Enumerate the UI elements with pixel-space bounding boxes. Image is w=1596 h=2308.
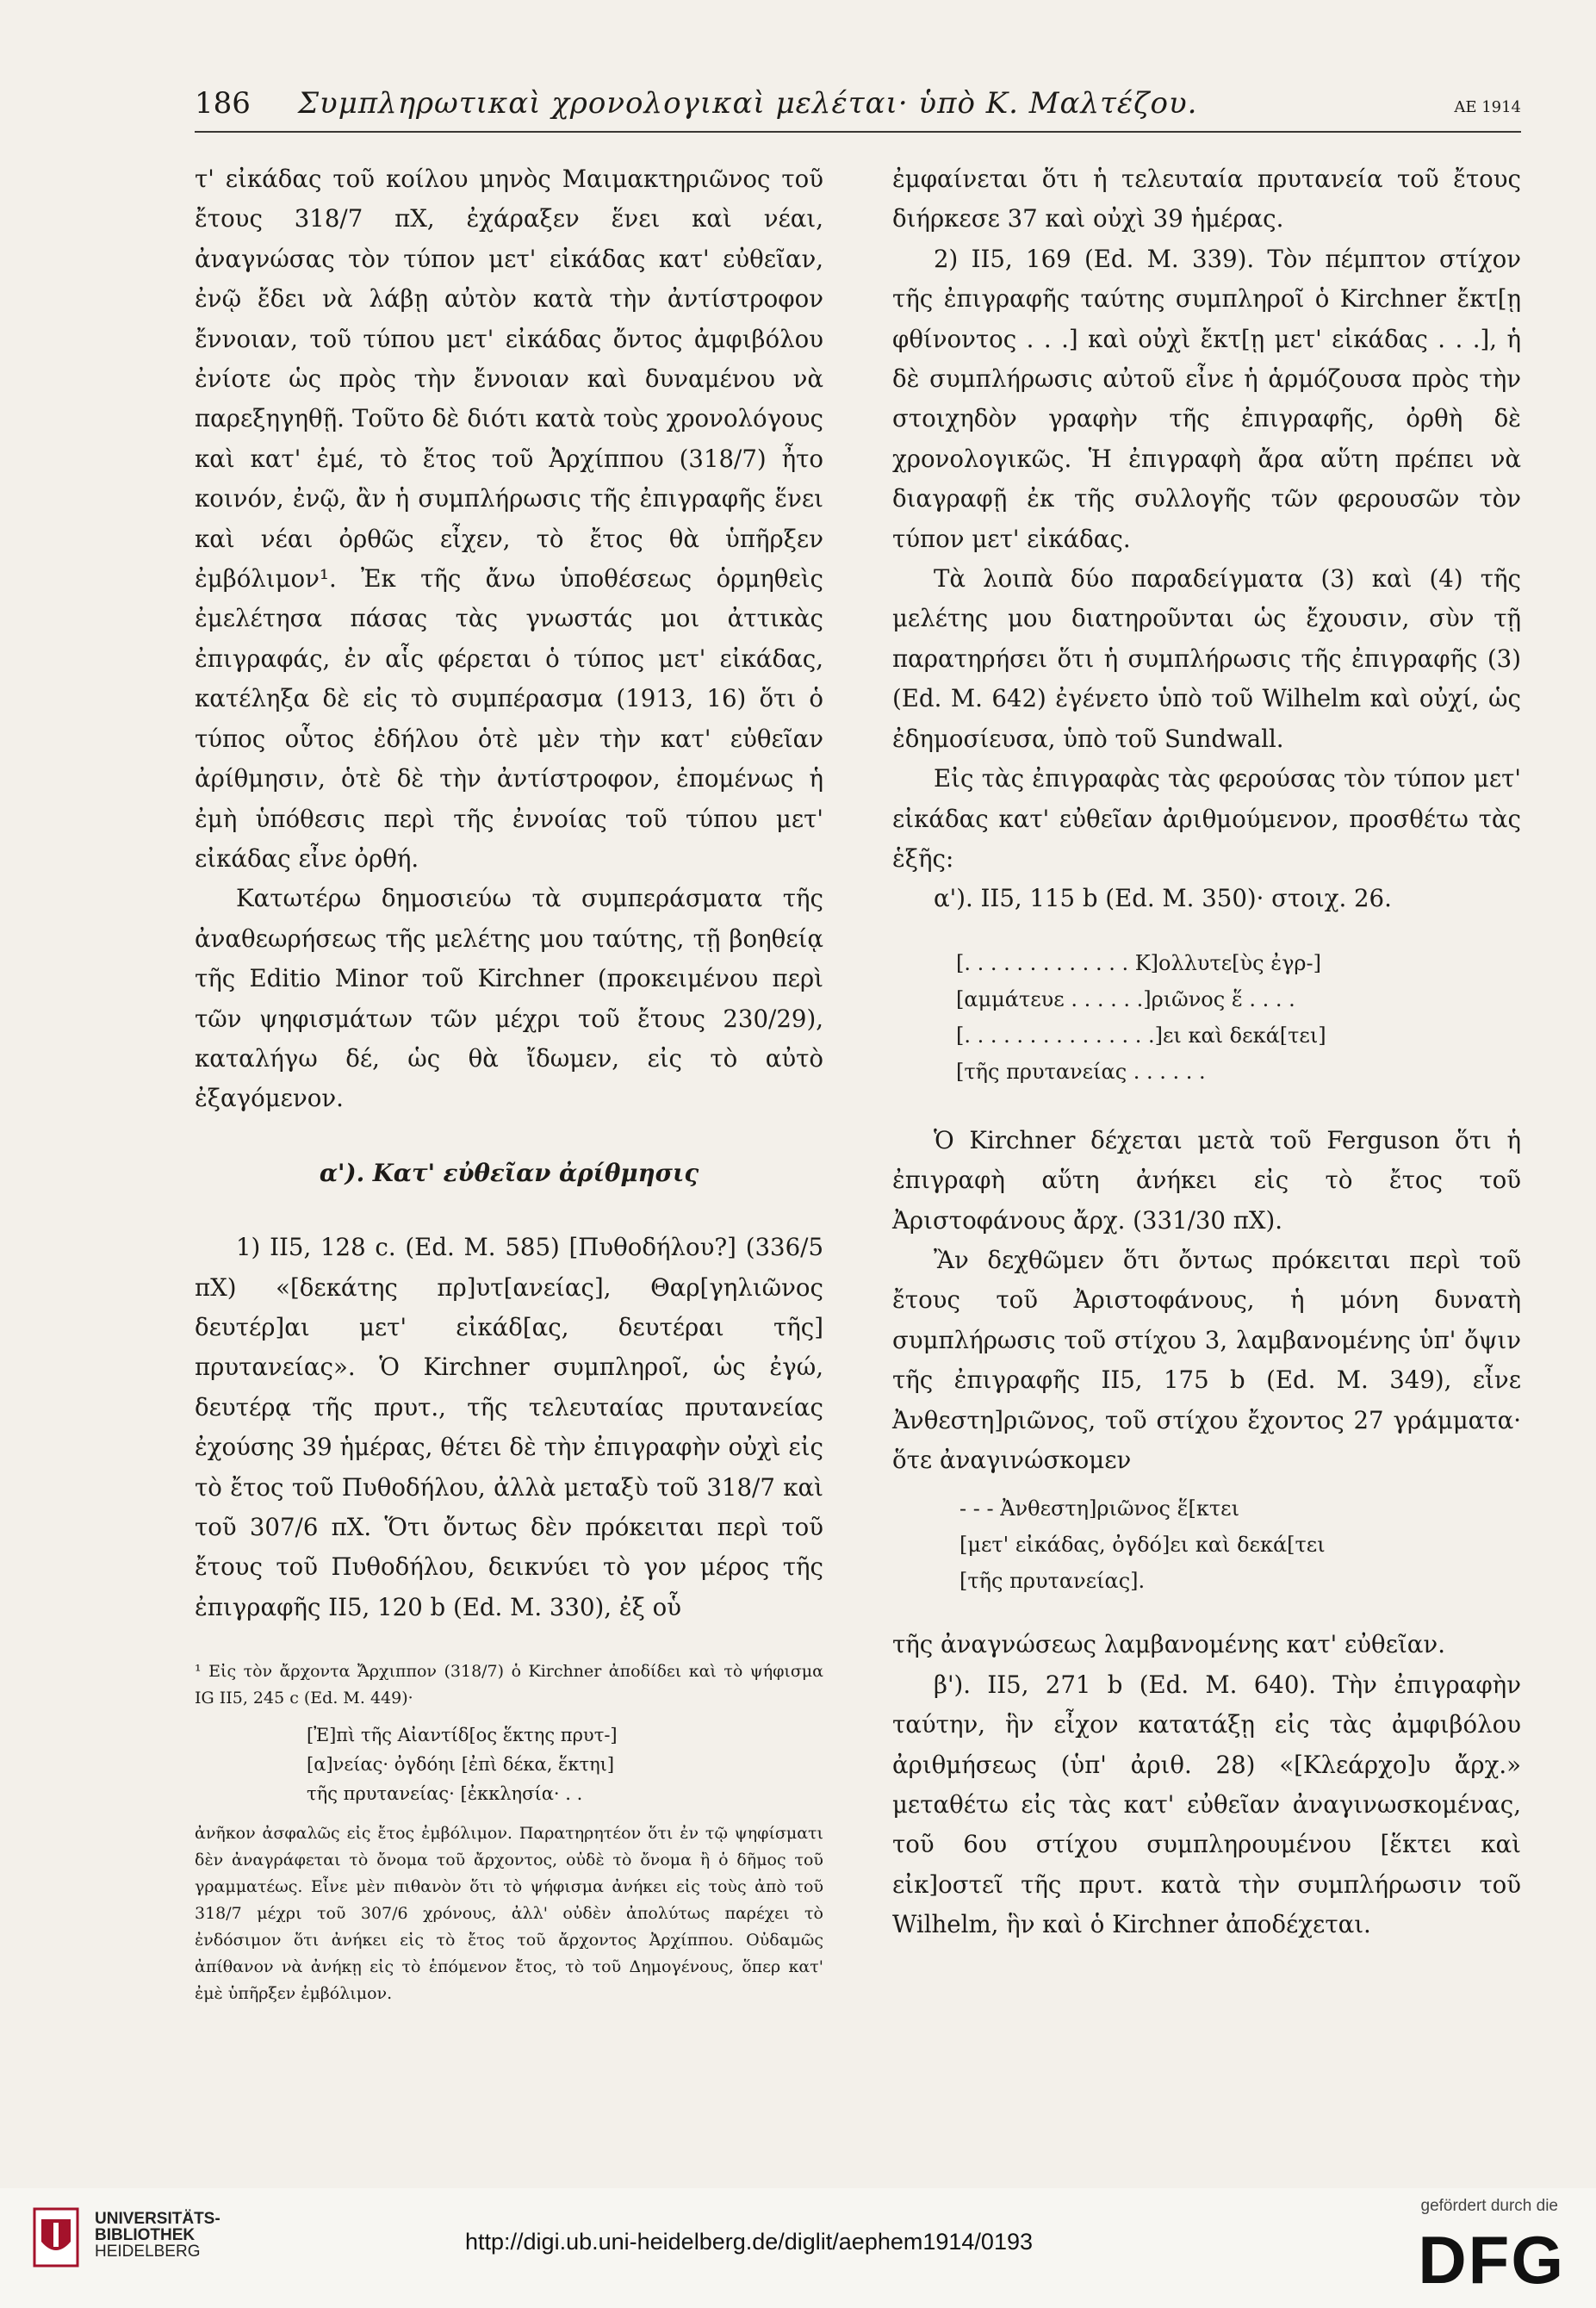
right-paragraph-1: ἐμφαίνεται ὅτι ἡ τελευταία πρυτανεία τοῦ ἔτους διήρκεσε 37 καὶ οὐχὶ 39 ἡμέρας. [892, 165, 1521, 233]
inscription-line: [τῆς πρυτανείας]. [959, 1569, 1146, 1594]
digitization-footer [0, 2188, 1596, 2308]
inscription-line: [. . . . . . . . . . . . . . .]ει καὶ δεκά[τει] [956, 1023, 1326, 1048]
footnote-text-1: ¹ Εἰς τὸν ἄρχοντα Ἄρχιππον (318/7) ὁ Kirchner ἀποδίδει καὶ τὸ ψήφισμα IG II5, 245 c (Ed. M. 449)· [195, 1662, 823, 1708]
right-paragraph-8: τῆς ἀναγνώσεως λαμβανομένης κατ' εὐθεῖαν. [892, 1630, 1445, 1659]
library-name [95, 2211, 220, 2260]
funding-note: gefördert durch die [1420, 2197, 1558, 2215]
right-paragraph-5: α'). II5, 115 b (Ed. M. 350)· στοιχ. 26. [934, 884, 1392, 913]
page-header [195, 86, 1521, 134]
inscription-line: [τῆς πρυτανείας . . . . . . [956, 1059, 1206, 1084]
university-seal-icon [33, 2207, 79, 2268]
inscription-line: [αμμάτευε . . . . . .]ριῶνος ἕ . . . . [956, 986, 1295, 1011]
source-url-link[interactable]: http://digi.ub.uni-heidelberg.de/diglit/aephem1914/0193 [465, 2229, 1033, 2255]
inscription-line: - - - Ἀνθεστη]ριῶνος ἕ[κτει [959, 1496, 1239, 1521]
left-column [195, 159, 823, 2007]
footnote-inscription-line: τῆς πρυτανείας· [ἐκκλησία· . . [307, 1783, 583, 1805]
footnote-separator [195, 1627, 823, 1658]
header-rule [195, 131, 1521, 133]
left-paragraph-1: τ' εἰκάδας τοῦ κοίλου μηνὸς Μαιμακτηριῶνος τοῦ ἔτους 318/7 πΧ, ἐχάραξεν ἕνει καὶ νέαι, ἀναγνώσας τὸν τύπον μετ' εἰκάδας κατ' εὐθεῖαν, ἐνῷ ἔδει νὰ λάβῃ αὐτὸν κατὰ τὴν ἀντίστροφον ἔννοιαν, τοῦ τύπου μετ' εἰκάδας ὄντος ἀμφιβόλου ἐνίοτε ὡς πρὸς τὴν ἔννοιαν καὶ δυναμένου νὰ παρεξηγηθῇ. Τοῦτο δὲ διότι κατὰ τοὺς χρονολόγους καὶ κατ' ἐμέ, τὸ ἔτος τοῦ Ἀρχίππου (318/7) ἦτο κοινόν, ἐνῷ, ἂν ἡ συμπλήρωσις τῆς ἐπιγραφῆς ἕνει καὶ νέαι ὀρθῶς εἶχεν, τὸ ἔτος θὰ ὑπῆρξεν ἐμβόλιμον¹. Ἐκ τῆς ἄνω ὑποθέσεως ὁρμηθεὶς ἐμελέτησα πάσας τὰς γνωστάς μοι ἀττικὰς ἐπιγραφάς, ἐν αἷς φέρεται ὁ τύπος μετ' εἰκάδας, κατέληξα δὲ εἰς τὸ συμπέρασμα (1913, 16) ὅτι ὁ τύπος οὗτος ἐδήλου ὁτὲ μὲν τὴν κατ' εὐθεῖαν ἀρίθμησιν, ὁτὲ δὲ τὴν ἀντίστροφον, ἐπομένως ἡ ἐμὴ ὑπόθεσις περὶ τῆς ἐννοίας τοῦ τύπου μετ' εἰκάδας εἶνε ὀρθή. [195, 165, 823, 873]
library-name-line: UNIVERSITÄTS- [95, 2210, 220, 2228]
section-subheading: α'). Κατ' εὐθεῖαν ἀρίθμησις [319, 1158, 699, 1187]
footnote-text-2: ἀνῆκον ἀσφαλῶς εἰς ἔτος ἐμβόλιμον. Παρατηρητέον ὅτι ἐν τῷ ψηφίσματι δὲν ἀναγράφεται τὸ ὄνομα τοῦ ἄρχοντος, οὐδὲ τὸ ὄνομα ἢ ὁ δῆμος τοῦ γραμματέως. Εἶνε μὲν πιθανὸν ὅτι τὸ ψήφισμα ἀνήκει εἰς τοὺς ἀπὸ τοῦ 318/7 μέχρι τοῦ 307/6 χρόνους, ἀλλ' οὐδὲν ἀπολύτως παρέχει τὸ ἐνδόσιμον ὅτι ἀνήκει εἰς τὸ ἔτος τοῦ ἄρχοντος Ἀρχίππου. Οὐδαμῶς ἀπίθανον νὰ ἀνήκῃ εἰς τὸ ἑπόμενον ἔτος, τὸ τοῦ Δημογένους, ὅπερ κατ' ἐμὲ ὑπῆρξεν ἐμβόλιμον. [195, 1824, 823, 2004]
journal-label: ΑΕ 1914 [1454, 98, 1521, 116]
footnote-inscription [307, 1720, 823, 1808]
right-paragraph-4: Εἰς τὰς ἐπιγραφὰς τὰς φερούσας τὸν τύπον μετ' εἰκάδας κατ' εὐθεῖαν ἀριθμούμενον, προσθέτω τὰς ἑξῆς: [892, 764, 1521, 873]
footnote-inscription-line: [α]νείας· ὀγδόηι [ἐπὶ δέκα, ἕκτηι] [307, 1754, 615, 1776]
inscription-block-2 [959, 1490, 1521, 1599]
right-paragraph-6: Ὁ Kirchner δέχεται μετὰ τοῦ Ferguson ὅτι ἡ ἐπιγραφὴ αὕτη ἀνήκει εἰς τὸ ἔτος τοῦ Ἀριστοφάνους ἄρχ. (331/30 πΧ). [892, 1125, 1521, 1235]
left-paragraph-3: 1) II5, 128 c. (Ed. M. 585) [Πυθοδήλου?] (336/5 πΧ) «[δεκάτης πρ]υτ[ανείας], Θαρ[γηλιῶνος δευτέρ]αι μετ' εἰκάδ[ας, δευτέραι τῆς] πρυτανείας». Ὁ Kirchner συμπληροῖ, ὡς ἐγώ, δευτέρᾳ τῆς πρυτ., τῆς τελευταίας πρυτανείας ἐχούσης 39 ἡμέρας, θέτει δὲ τὴν ἐπιγραφὴν οὐχὶ εἰς τὸ ἔτος τοῦ Πυθοδήλου, ἀλλὰ μεταξὺ τοῦ 318/7 καὶ τοῦ 307/6 πΧ. Ὅτι ὄντως δὲν πρόκειται περὶ τοῦ ἔτους τοῦ Πυθοδήλου, δεικνύει τὸ γον μέρος τῆς ἐπιγραφῆς II5, 120 b (Ed. M. 330), ἐξ οὗ [195, 1233, 823, 1621]
right-column [892, 159, 1521, 1945]
library-name-line: BIBLIOTHEK [95, 2226, 196, 2244]
footnote [195, 1658, 823, 2007]
left-paragraph-2: Κατωτέρω δημοσιεύω τὰ συμπεράσματα τῆς ἀναθεωρήσεως τῆς μελέτης μου ταύτης, τῇ βοηθείᾳ τῆς Editio Minor τοῦ Kirchner (προκειμένου περὶ τῶν ψηφισμάτων τῶν μέχρι τοῦ ἔτους 230/29), καταλήγω δέ, ὡς θὰ ἴδωμεν, εἰς τὸ αὐτὸ ἐξαγόμενον. [195, 884, 823, 1113]
library-name-line: HEIDELBERG [95, 2243, 201, 2261]
inscription-line: [μετ' εἰκάδας, ὀγδό]ει καὶ δεκά[τει [959, 1533, 1326, 1558]
right-paragraph-7: Ἂν δεχθῶμεν ὅτι ὄντως πρόκειται περὶ τοῦ ἔτους τοῦ Ἀριστοφάνους, ἡ μόνη δυνατὴ συμπλήρωσις τοῦ στίχου 3, λαμβανομένης ὑπ' ὄψιν τῆς ἐπιγραφῆς II5, 175 b (Ed. M. 349), εἶνε Ἀνθεστη]ριῶνος, τοῦ στίχου ἔχοντος 27 γράμματα· ὅτε ἀναγινώσκομεν [892, 1245, 1521, 1474]
right-paragraph-9: β'). II5, 271 b (Ed. M. 640). Τὴν ἐπιγραφὴν ταύτην, ἣν εἶχον κατατάξῃ εἰς τὰς ἀμφιβόλου ἀριθμήσεως (ὑπ' ἀριθ. 28) «[Κλεάρχο]υ ἄρχ.» μεταθέτω εἰς τὰς κατ' εὐθεῖαν ἀναγινωσκομένας, τοῦ 6ου στίχου συμπληρουμένου [ἕκτει καὶ εἰκ]οστεῖ τῆς πρυτ. κατὰ τὴν συμπλήρωσιν τοῦ Wilhelm, ἣν καὶ ὁ Kirchner ἀποδέχεται. [892, 1670, 1521, 1939]
inscription-line: [. . . . . . . . . . . . . Κ]ολλυτε[ὺς ἐγρ-] [956, 950, 1322, 975]
right-paragraph-3: Τὰ λοιπὰ δύο παραδείγματα (3) καὶ (4) τῆς μελέτης μου διατηροῦνται ὡς ἔχουσιν, σὺν τῇ παρατηρήσει ὅτι ἡ συμπλήρωσις τῆς ἐπιγραφῆς (3) (Ed. M. 642) ἐγένετο ὑπὸ τοῦ Wilhelm καὶ οὐχί, ὡς ἐδημοσίευσα, ὑπὸ τοῦ Sundwall. [892, 564, 1521, 753]
inscription-block-1 [956, 945, 1521, 1090]
footnote-inscription-line: [Ἐ]πὶ τῆς Αἰαντίδ[ος ἕκτης πρυτ-] [307, 1725, 618, 1746]
right-paragraph-2: 2) II5, 169 (Ed. M. 339). Τὸν πέμπτον στίχον τῆς ἐπιγραφῆς ταύτης συμπληροῖ ὁ Kirchner ἔκτ[ῃ φθίνοντος . . .] καὶ οὐχὶ ἔκτ[ῃ μετ' εἰκάδας . . .], ἡ δὲ συμπλήρωσις αὐτοῦ εἶνε ἡ ἁρμόζουσα πρὸς τὴν στοιχηδὸν γραφὴν τῆς ἐπιγραφῆς, ὀρθὴ δὲ χρονολογικῶς. Ἡ ἐπιγραφὴ ἄρα αὕτη πρέπει νὰ διαγραφῇ ἐκ τῆς συλλογῆς τῶν φερουσῶν τὸν τύπον μετ' εἰκάδας. [892, 244, 1521, 553]
dfg-logo: DFG [1418, 2222, 1565, 2298]
page-number: 186 [195, 86, 251, 121]
running-title: Συμπληρωτικαὶ χρονολογικαὶ μελέται· ὑπὸ Κ. Μαλτέζου. [298, 86, 1198, 121]
